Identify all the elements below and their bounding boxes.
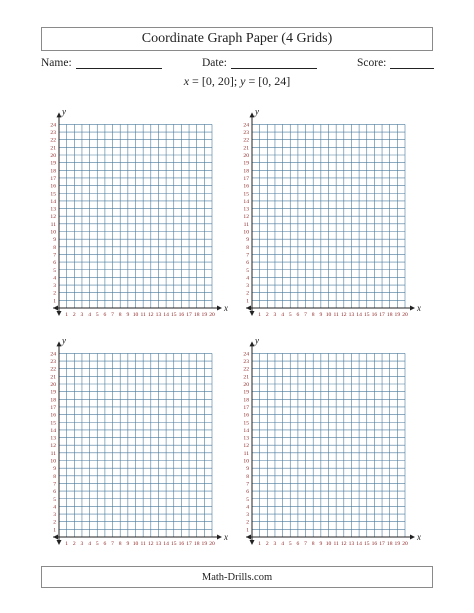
grid-3-y-tick-label: 6	[53, 489, 56, 496]
grid-4-y-tick-label: 14	[243, 427, 249, 434]
grid-2-y-tick-label: 16	[243, 183, 249, 190]
grid-2-x-tick-label: 4	[281, 312, 284, 318]
grid-4-y-tick-label: 11	[243, 450, 249, 457]
grid-1-y-tick-label: 17	[50, 175, 56, 182]
grid-4-y-tick-label: 4	[246, 504, 249, 511]
grid-2-x-tick-label: 5	[288, 312, 292, 318]
grid-2-y-tick-label: 4	[246, 275, 249, 282]
grid-4-x-tick-label: 17	[379, 541, 385, 547]
grid-3-y-tick-label: 19	[50, 389, 56, 396]
grid-1-y-label: y	[62, 106, 66, 117]
grid-4-y-label: y	[255, 335, 259, 346]
grid-2-x-tick-label: 19	[394, 312, 401, 318]
grid-1-y-tick-label: 3	[53, 283, 56, 290]
grid-2-y-tick-label: 19	[243, 160, 249, 167]
grid-4-x-arrow-left	[246, 535, 251, 540]
grid-3-y-tick-label: 4	[53, 504, 56, 511]
grid-4-x-tick-label: 15	[363, 541, 370, 547]
grid-1-x-tick-label: 15	[170, 312, 177, 318]
grid-4-y-tick-label: 1	[246, 527, 249, 534]
grid-4-y-tick-label: 6	[246, 489, 249, 496]
grid-2-x-label: x	[417, 303, 421, 313]
grid-3-x-tick-label: 19	[201, 541, 208, 547]
grid-3-y-tick-label: 9	[53, 466, 56, 473]
grid-1-y-tick-label: 6	[53, 260, 56, 267]
grid-2-y-tick-label: 20	[243, 153, 249, 159]
grid-3-x-tick-label: 9	[126, 541, 130, 547]
grid-2-y-label: y	[255, 106, 259, 117]
grid-2-y-tick-label: 17	[243, 175, 249, 182]
grid-4-x-tick-label: 7	[304, 541, 307, 547]
grid-2-y-tick-label: 15	[243, 191, 249, 198]
grid-4-x-tick-label: 19	[394, 541, 401, 547]
title-text: Coordinate Graph Paper (4 Grids)	[141, 31, 333, 46]
footer-text: Math-Drills.com	[201, 571, 273, 583]
grid-2-y-arrow-bottom	[250, 311, 255, 316]
grid-2-x-tick-label: 2	[265, 312, 269, 318]
grid-3-y-tick-label: 24	[50, 351, 56, 358]
grid-3-y-arrow-bottom	[57, 540, 62, 545]
grid-1-x-tick-label: 12	[148, 312, 154, 318]
grid-4-y-tick-label: 19	[243, 389, 249, 396]
grid-2-x-tick-label: 6	[296, 312, 300, 318]
grid-2-y-tick-label: 23	[243, 130, 249, 137]
grid-4-x-tick-label: 12	[341, 541, 347, 547]
grid-1-y-tick-label: 15	[50, 191, 56, 198]
grid-1-x-tick-label: 17	[186, 312, 192, 318]
grid-2-x-tick-label: 20	[402, 312, 408, 318]
grid-2-y-tick-label: 13	[243, 206, 249, 213]
grid-3-y-tick-label: 11	[50, 450, 56, 457]
grid-4-y-tick-label: 2	[246, 519, 249, 526]
grid-4-y-tick-label: 20	[243, 382, 249, 388]
grid-3-x-tick-label: 16	[178, 541, 185, 547]
grid-4-x-tick-label: 8	[311, 541, 315, 547]
grid-4-x-tick-label: 3	[273, 541, 277, 547]
grid-4-x-tick-label: 16	[371, 541, 378, 547]
grid-4-x-tick-label: 1	[258, 541, 262, 547]
range-caption: x = [0, 20]; y = [0, 24]	[183, 74, 291, 88]
grid-3-y-tick-label: 16	[50, 412, 56, 419]
date-label: Date:	[202, 57, 227, 69]
grid-2-x-tick-label: 12	[341, 312, 347, 318]
grid-2-x-arrow	[410, 306, 415, 311]
grid-3-y-tick-label: 20	[50, 382, 56, 388]
grid-2-x-tick-label: 3	[273, 312, 277, 318]
grid-1-y-tick-label: 7	[53, 252, 56, 259]
range-separator: ;	[233, 74, 238, 88]
grid-2-x-tick-label: 11	[333, 312, 339, 318]
grid-3-x-tick-label: 8	[118, 541, 122, 547]
grid-4-y-tick-label: 13	[243, 435, 249, 442]
score-label: Score:	[357, 57, 387, 69]
range-y-value: [0, 24]	[258, 74, 291, 88]
range-x-var: x	[183, 74, 190, 88]
grid-1-y-tick-label: 5	[53, 267, 56, 274]
grid-4-x-tick-label: 2	[265, 541, 269, 547]
grid-1-y-tick-label: 2	[53, 290, 56, 297]
grid-1-x-arrow	[217, 306, 222, 311]
grid-4-y-tick-label: 18	[243, 397, 249, 404]
grid-2-x-tick-label: 18	[386, 312, 393, 318]
grid-1-y-tick-label: 11	[50, 221, 56, 228]
grid-4-y-arrow	[250, 341, 255, 346]
grid-1-y-arrow-bottom	[57, 311, 62, 316]
grid-2-y-tick-label: 5	[246, 267, 249, 274]
grid-4-y-tick-label: 16	[243, 412, 249, 419]
grid-2-y-tick-label: 12	[243, 214, 249, 221]
grid-1-x-label: x	[224, 303, 228, 313]
grid-2-y-tick-label: 7	[246, 252, 249, 259]
footer	[41, 566, 433, 588]
grid-1-x-tick-label: 1	[65, 312, 69, 318]
grid-2-x-tick-label: 13	[348, 312, 355, 318]
grid-4-y-arrow-bottom	[250, 540, 255, 545]
grid-2-y-tick-label: 9	[246, 237, 249, 244]
grid-3-y-tick-label: 13	[50, 435, 56, 442]
grid-1-y-tick-label: 9	[53, 237, 56, 244]
grid-2-x-arrow-left	[246, 306, 251, 311]
grid-3-y-tick-label: 14	[50, 427, 56, 434]
grid-3-x-tick-label: 20	[209, 541, 215, 547]
grid-1-x-tick-label: 4	[88, 312, 91, 318]
grid-4-y-tick-label: 10	[243, 458, 249, 465]
range-x-value: [0, 20]	[201, 74, 234, 88]
grid-2-y-arrow	[250, 112, 255, 117]
grid-1-y-tick-label: 12	[50, 214, 56, 221]
grid-2-x-tick-label: 7	[304, 312, 307, 318]
grid-4-y-tick-label: 23	[243, 359, 249, 366]
grid-1-x-tick-label: 9	[126, 312, 130, 318]
grid-1-y-tick-label: 19	[50, 160, 56, 167]
grid-1-y-tick-label: 20	[50, 153, 56, 159]
grid-1-x-tick-label: 14	[163, 312, 169, 318]
grid-3-x-label: x	[224, 532, 228, 542]
grid-1-y-tick-label: 8	[53, 244, 56, 251]
grid-3-x-tick-label: 3	[80, 541, 84, 547]
grid-2-x-tick-label: 8	[311, 312, 315, 318]
grid-3-y-tick-label: 22	[50, 366, 56, 373]
grid-4-y-tick-label: 15	[243, 420, 249, 427]
grid-1-x-tick-label: 3	[80, 312, 84, 318]
grid-1-y-tick-label: 4	[53, 275, 56, 282]
grid-3-x-tick-label: 17	[186, 541, 192, 547]
grid-3-y-tick-label: 23	[50, 359, 56, 366]
grid-4-x-tick-label: 20	[402, 541, 408, 547]
grid-2-y-tick-label: 14	[243, 198, 249, 205]
grid-2-y-tick-label: 24	[243, 122, 249, 129]
grid-2-x-tick-label: 15	[363, 312, 370, 318]
grid-3-x-arrow-left	[53, 535, 58, 540]
grid-4-x-tick-label: 11	[333, 541, 339, 547]
grid-3-y-arrow	[57, 341, 62, 346]
grid-3-x-tick-label: 1	[65, 541, 69, 547]
grid-1-x-tick-label: 6	[103, 312, 107, 318]
grid-1-y-tick-label: 21	[50, 145, 56, 152]
grid-1-x-tick-label: 18	[193, 312, 200, 318]
grid-3-y-label: y	[62, 335, 66, 346]
grid-4-x-tick-label: 10	[325, 541, 332, 547]
grid-4-y-tick-label: 8	[246, 473, 249, 480]
grid-4-y-tick-label: 5	[246, 496, 249, 503]
grid-1-y-tick-label: 1	[53, 298, 56, 305]
grid-2-y-tick-label: 11	[243, 221, 249, 228]
grid-2-x-tick-label: 1	[258, 312, 262, 318]
grid-1-x-tick-label: 5	[95, 312, 99, 318]
grid-3-y-tick-label: 5	[53, 496, 56, 503]
grid-2-y-tick-label: 21	[243, 145, 249, 152]
grid-3-x-tick-label: 6	[103, 541, 107, 547]
grid-1-x-tick-label: 2	[72, 312, 76, 318]
grid-1-y-tick-label: 13	[50, 206, 56, 213]
grid-4-x-tick-label: 13	[348, 541, 355, 547]
grid-1-x-tick-label: 13	[155, 312, 162, 318]
grid-1-y-tick-label: 22	[50, 137, 56, 144]
grid-4-x-tick-label: 18	[386, 541, 393, 547]
grid-2-y-tick-label: 3	[246, 283, 249, 290]
grid-1-x-tick-label: 20	[209, 312, 215, 318]
grid-1-x-tick-label: 7	[111, 312, 114, 318]
grid-4-y-tick-label: 22	[243, 366, 249, 373]
grid-4-x-tick-label: 9	[319, 541, 323, 547]
grid-3-x-arrow	[217, 535, 222, 540]
grid-2-x-tick-label: 17	[379, 312, 385, 318]
grid-4-y-tick-label: 17	[243, 404, 249, 411]
grid-2-y-tick-label: 6	[246, 260, 249, 267]
grid-3-y-tick-label: 17	[50, 404, 56, 411]
grid-1-x-tick-label: 16	[178, 312, 185, 318]
grid-3-y-tick-label: 8	[53, 473, 56, 480]
grid-3-x-tick-label: 4	[88, 541, 91, 547]
grid-4-y-tick-label: 7	[246, 481, 249, 488]
grid-1-y-tick-label: 10	[50, 229, 56, 236]
grid-4-y-tick-label: 24	[243, 351, 249, 358]
grid-2-x-tick-label: 9	[319, 312, 323, 318]
grid-3-x-tick-label: 14	[163, 541, 169, 547]
grid-3-x-tick-label: 13	[155, 541, 162, 547]
grid-4-y-tick-label: 12	[243, 443, 249, 450]
grid-4-x-label: x	[417, 532, 421, 542]
grid-3-y-tick-label: 10	[50, 458, 56, 465]
range-y-var: y	[240, 74, 246, 88]
grid-1-x-tick-label: 19	[201, 312, 208, 318]
grid-4-x-tick-label: 5	[288, 541, 292, 547]
grid-2-y-tick-label: 10	[243, 229, 249, 236]
name-label: Name:	[41, 57, 72, 69]
grid-3-y-tick-label: 18	[50, 397, 56, 404]
grid-2-x-tick-label: 14	[356, 312, 362, 318]
grid-4-y-tick-label: 21	[243, 374, 249, 381]
grid-1-y-tick-label: 24	[50, 122, 56, 129]
grid-3-y-tick-label: 12	[50, 443, 56, 450]
grid-4-x-tick-label: 14	[356, 541, 362, 547]
grid-3-y-tick-label: 1	[53, 527, 56, 534]
grid-1-y-tick-label: 14	[50, 198, 56, 205]
grid-3-x-tick-label: 2	[72, 541, 76, 547]
grid-2-y-tick-label: 2	[246, 290, 249, 297]
grid-1-y-tick-label: 16	[50, 183, 56, 190]
grid-3-y-tick-label: 3	[53, 512, 56, 519]
grid-3-x-tick-label: 15	[170, 541, 177, 547]
grid-4-x-arrow	[410, 535, 415, 540]
grid-1-x-arrow-left	[53, 306, 58, 311]
grid-3-x-tick-label: 12	[148, 541, 154, 547]
grid-2-y-tick-label: 8	[246, 244, 249, 251]
grid-4-x-tick-label: 6	[296, 541, 300, 547]
grid-3-y-tick-label: 15	[50, 420, 56, 427]
grid-4-y-tick-label: 3	[246, 512, 249, 519]
grid-1-y-tick-label: 23	[50, 130, 56, 137]
grid-2-y-tick-label: 22	[243, 137, 249, 144]
grid-1-x-tick-label: 8	[118, 312, 122, 318]
grid-1-x-tick-label: 10	[132, 312, 139, 318]
grid-3-x-tick-label: 11	[140, 541, 146, 547]
grid-2-x-tick-label: 16	[371, 312, 378, 318]
grid-4-y-tick-label: 9	[246, 466, 249, 473]
grid-3-x-tick-label: 7	[111, 541, 114, 547]
grid-1-y-arrow	[57, 112, 62, 117]
grid-3-y-tick-label: 21	[50, 374, 56, 381]
grid-3-y-tick-label: 7	[53, 481, 56, 488]
grid-3-x-tick-label: 10	[132, 541, 139, 547]
grid-3-x-tick-label: 5	[95, 541, 99, 547]
grid-1-x-tick-label: 11	[140, 312, 146, 318]
grid-4-x-tick-label: 4	[281, 541, 284, 547]
grid-3-y-tick-label: 2	[53, 519, 56, 526]
grid-1-y-tick-label: 18	[50, 168, 56, 175]
grid-2-y-tick-label: 1	[246, 298, 249, 305]
grid-2-x-tick-label: 10	[325, 312, 332, 318]
grid-3-x-tick-label: 18	[193, 541, 200, 547]
grid-2-y-tick-label: 18	[243, 168, 249, 175]
